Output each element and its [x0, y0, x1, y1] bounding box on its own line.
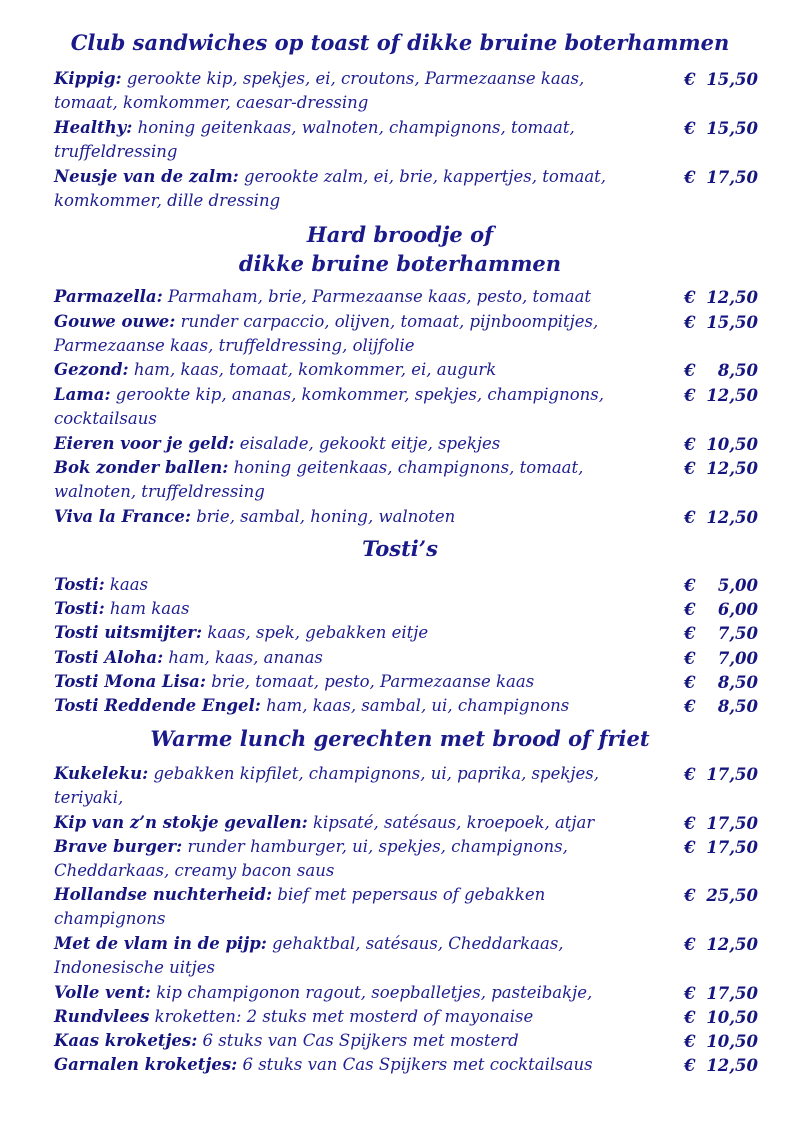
menu-item [54, 694, 794, 718]
item-description: Lama: gerookte kip, ananas, komkommer, spekjes, champignons, cocktailsaus [54, 385, 604, 429]
item-description: Tosti Aloha: ham, kaas, ananas [54, 648, 323, 667]
euro-sign: € [684, 313, 696, 332]
menu-item [54, 573, 794, 597]
euro-sign: € [684, 649, 696, 668]
item-name: Lama: [54, 385, 111, 404]
item-price: 8,50 [717, 697, 758, 716]
item-description: Volle vent: kip champigonon ragout, soepballetjes, pasteibakje, [54, 983, 593, 1002]
section-title-hard-broodje-line-2: dikke bruine boterhammen [238, 251, 562, 276]
item-description: Viva la France: brie, sambal, honing, walnoten [54, 507, 456, 526]
item-price: 12,50 [706, 288, 758, 307]
item-name: Tosti Mona Lisa: [54, 672, 206, 691]
item-price: 8,50 [717, 361, 758, 380]
item-description: Kip van z’n stokje gevallen: kipsaté, satésaus, kroepoek, atjar [54, 813, 595, 832]
item-price: 17,50 [706, 984, 758, 1003]
section-title-hard-broodje-line-1: Hard broodje of [306, 222, 494, 247]
euro-sign: € [684, 838, 696, 857]
item-description: Healthy: honing geitenkaas, walnoten, champignons, tomaat, truffeldressing [54, 118, 575, 162]
section-title-club-sandwiches: Club sandwiches op toast of dikke bruine boterhammen [70, 30, 730, 55]
item-price: 6,00 [717, 600, 758, 619]
euro-sign: € [684, 288, 696, 307]
euro-sign: € [684, 459, 696, 478]
section-title-tostis: Tosti’s [362, 536, 438, 561]
item-name: Hollandse nuchterheid: [54, 885, 273, 904]
euro-sign: € [684, 600, 696, 619]
item-price: 15,50 [706, 119, 758, 138]
menu-item [54, 835, 794, 884]
menu-item [54, 1029, 794, 1053]
item-description: Met de vlam in de pijp: gehaktbal, satésaus, Cheddarkaas, Indonesische uitjes [54, 934, 564, 978]
euro-sign: € [684, 886, 696, 905]
item-description: Gezond: ham, kaas, tomaat, komkommer, ei, augurk [54, 360, 497, 379]
item-name: Bok zonder ballen: [54, 458, 229, 477]
item-description: Hollandse nuchterheid: bief met pepersaus of gebakken champignons [54, 885, 546, 929]
euro-sign: € [684, 697, 696, 716]
item-price: 17,50 [706, 168, 758, 187]
item-price: 12,50 [706, 508, 758, 527]
item-description: Tosti uitsmijter: kaas, spek, gebakken eitje [54, 623, 429, 642]
euro-sign: € [684, 435, 696, 454]
item-price: 5,00 [717, 576, 758, 595]
menu-item [54, 67, 794, 116]
euro-sign: € [684, 168, 696, 187]
item-price: 7,50 [717, 624, 758, 643]
menu-item [54, 811, 794, 835]
menu-item [54, 383, 794, 432]
euro-sign: € [684, 673, 696, 692]
item-name: Eieren voor je geld: [54, 434, 235, 453]
menu-item [54, 456, 794, 505]
menu-item [54, 358, 794, 382]
item-description: Tosti Mona Lisa: brie, tomaat, pesto, Parmezaanse kaas [54, 672, 535, 691]
item-name: Tosti: [54, 575, 105, 594]
euro-sign: € [684, 386, 696, 405]
item-price: 8,50 [717, 673, 758, 692]
euro-sign: € [684, 1032, 696, 1051]
item-name: Tosti uitsmijter: [54, 623, 203, 642]
item-name: Healthy: [54, 118, 133, 137]
euro-sign: € [684, 984, 696, 1003]
menu-item [54, 621, 794, 645]
menu-item [54, 1005, 794, 1029]
item-price: 17,50 [706, 814, 758, 833]
item-price: 15,50 [706, 313, 758, 332]
euro-sign: € [684, 119, 696, 138]
item-name: Volle vent: [54, 983, 151, 1002]
item-name: Parmazella: [54, 287, 163, 306]
item-description: Brave burger: runder hamburger, ui, spekjes, champignons, Cheddarkaas, creamy bacon saus [54, 837, 568, 881]
item-name: Tosti Reddende Engel: [54, 696, 261, 715]
menu-item [54, 285, 794, 309]
euro-sign: € [684, 765, 696, 784]
menu-item [54, 116, 794, 165]
item-name: Gouwe ouwe: [54, 312, 176, 331]
item-name: Met de vlam in de pijp: [54, 934, 267, 953]
item-description: Tosti: kaas [54, 575, 149, 594]
menu-item [54, 597, 794, 621]
euro-sign: € [684, 624, 696, 643]
menu-item [54, 883, 794, 932]
menu-item [54, 981, 794, 1005]
euro-sign: € [684, 508, 696, 527]
item-price: 17,50 [706, 765, 758, 784]
item-description: Kippig: gerookte kip, spekjes, ei, croutons, Parmezaanse kaas, tomaat, komkommer, caesar-dressing [54, 69, 585, 113]
menu-item [54, 505, 794, 529]
euro-sign: € [684, 814, 696, 833]
euro-sign: € [684, 1008, 696, 1027]
menu-item [54, 646, 794, 670]
item-name: Tosti: [54, 599, 105, 618]
euro-sign: € [684, 70, 696, 89]
item-price: 10,50 [706, 435, 758, 454]
item-price: 12,50 [706, 386, 758, 405]
item-price: 15,50 [706, 70, 758, 89]
item-name: Kippig: [54, 69, 122, 88]
menu-item [54, 165, 794, 214]
item-description: Tosti: ham kaas [54, 599, 190, 618]
menu-item [54, 432, 794, 456]
item-description: Kaas kroketjes: 6 stuks van Cas Spijkers met mosterd [54, 1031, 519, 1050]
euro-sign: € [684, 361, 696, 380]
euro-sign: € [684, 1056, 696, 1075]
menu-item [54, 670, 794, 694]
item-price: 25,50 [706, 886, 758, 905]
euro-sign: € [684, 935, 696, 954]
item-name: Rundvlees [54, 1007, 150, 1026]
item-description: Tosti Reddende Engel: ham, kaas, sambal, ui, champignons [54, 696, 570, 715]
item-description: Neusje van de zalm: gerookte zalm, ei, brie, kappertjes, tomaat, komkommer, dille dressing [54, 167, 607, 211]
section-title-warme-lunch: Warme lunch gerechten met brood of friet [150, 726, 650, 751]
item-price: 12,50 [706, 459, 758, 478]
item-name: Garnalen kroketjes: [54, 1055, 238, 1074]
item-description: Gouwe ouwe: runder carpaccio, olijven, tomaat, pijnboompitjes, Parmezaanse kaas, truffeldressing, olijfolie [54, 312, 599, 356]
item-description: Rundvlees kroketten: 2 stuks met mosterd of mayonaise [54, 1007, 534, 1026]
item-description: Eieren voor je geld: eisalade, gekookt eitje, spekjes [54, 434, 501, 453]
item-price: 12,50 [706, 935, 758, 954]
item-name: Viva la France: [54, 507, 191, 526]
item-name: Gezond: [54, 360, 129, 379]
item-price: 17,50 [706, 838, 758, 857]
menu-item [54, 762, 794, 811]
item-name: Kukeleku: [54, 764, 149, 783]
item-name: Kip van z’n stokje gevallen: [54, 813, 308, 832]
item-description: Parmazella: Parmaham, brie, Parmezaanse kaas, pesto, tomaat [54, 287, 592, 306]
item-name: Brave burger: [54, 837, 183, 856]
item-description: Kukeleku: gebakken kipfilet, champignons, ui, paprika, spekjes, teriyaki, [54, 764, 599, 808]
item-price: 10,50 [706, 1008, 758, 1027]
item-price: 12,50 [706, 1056, 758, 1075]
item-name: Neusje van de zalm: [54, 167, 239, 186]
menu-item [54, 310, 794, 359]
item-description: Garnalen kroketjes: 6 stuks van Cas Spijkers met cocktailsaus [54, 1055, 593, 1074]
item-name: Tosti Aloha: [54, 648, 164, 667]
item-price: 7,00 [717, 649, 758, 668]
euro-sign: € [684, 576, 696, 595]
item-name: Kaas kroketjes: [54, 1031, 198, 1050]
menu-item [54, 1053, 794, 1077]
menu-item [54, 932, 794, 981]
item-price: 10,50 [706, 1032, 758, 1051]
item-description: Bok zonder ballen: honing geitenkaas, champignons, tomaat, walnoten, truffeldressing [54, 458, 584, 502]
